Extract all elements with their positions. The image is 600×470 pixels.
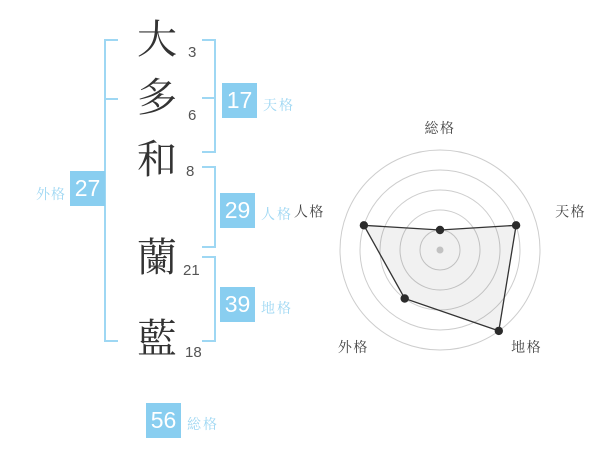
radar-point-3 — [401, 294, 409, 302]
radar-point-2 — [495, 327, 503, 335]
jinkaku-label: 人格 — [261, 206, 293, 222]
gaikaku-label: 外格 — [36, 186, 66, 202]
radar-axis-label-2: 地格 — [511, 338, 543, 355]
bracket-tick — [202, 340, 216, 342]
chikaku-value-badge: 39 — [220, 287, 255, 322]
radar-axis-label-4: 人格 — [293, 203, 325, 220]
radar-center-dot — [437, 247, 444, 254]
bracket-tick — [202, 246, 216, 248]
bracket-tick — [104, 98, 118, 100]
bracket-tick — [202, 97, 216, 99]
radar-point-1 — [512, 221, 520, 229]
soukaku-value-badge: 56 — [146, 403, 181, 438]
stroke-count-4: 21 — [183, 262, 200, 279]
bracket-line — [214, 256, 216, 342]
name-char-3: 和 — [137, 138, 177, 182]
bracket-tick — [104, 39, 118, 41]
jinkaku-value-badge: 29 — [220, 193, 255, 228]
name-char-1: 大 — [137, 18, 177, 62]
radar-point-0 — [436, 226, 444, 234]
stroke-count-3: 8 — [186, 163, 195, 180]
tenkaku-value-badge: 17 — [222, 83, 257, 118]
bracket-tick — [104, 340, 118, 342]
bracket-tick — [202, 39, 216, 41]
stroke-count-5: 18 — [185, 344, 202, 361]
bracket-tick — [202, 256, 216, 258]
bracket-line — [214, 39, 216, 153]
tenkaku-label: 天格 — [263, 97, 295, 113]
radar-point-4 — [360, 221, 368, 229]
fortune-radar-chart — [290, 108, 590, 398]
stroke-count-2: 6 — [188, 107, 197, 124]
gaikaku-value-badge: 27 — [70, 171, 105, 206]
name-char-5: 藍 — [137, 317, 177, 361]
radar-axis-label-3: 外格 — [337, 338, 369, 355]
radar-axis-label-0: 総格 — [424, 120, 456, 136]
radar-axis-label-1: 天格 — [555, 203, 587, 220]
stroke-count-1: 3 — [188, 44, 197, 61]
soukaku-label: 総格 — [187, 416, 219, 432]
bracket-tick — [202, 151, 216, 153]
chikaku-label: 地格 — [261, 300, 293, 316]
bracket-tick — [202, 166, 216, 168]
bracket-line — [214, 166, 216, 248]
radar-svg — [290, 108, 590, 398]
name-char-2: 多 — [137, 76, 177, 120]
name-char-4: 蘭 — [137, 236, 177, 280]
